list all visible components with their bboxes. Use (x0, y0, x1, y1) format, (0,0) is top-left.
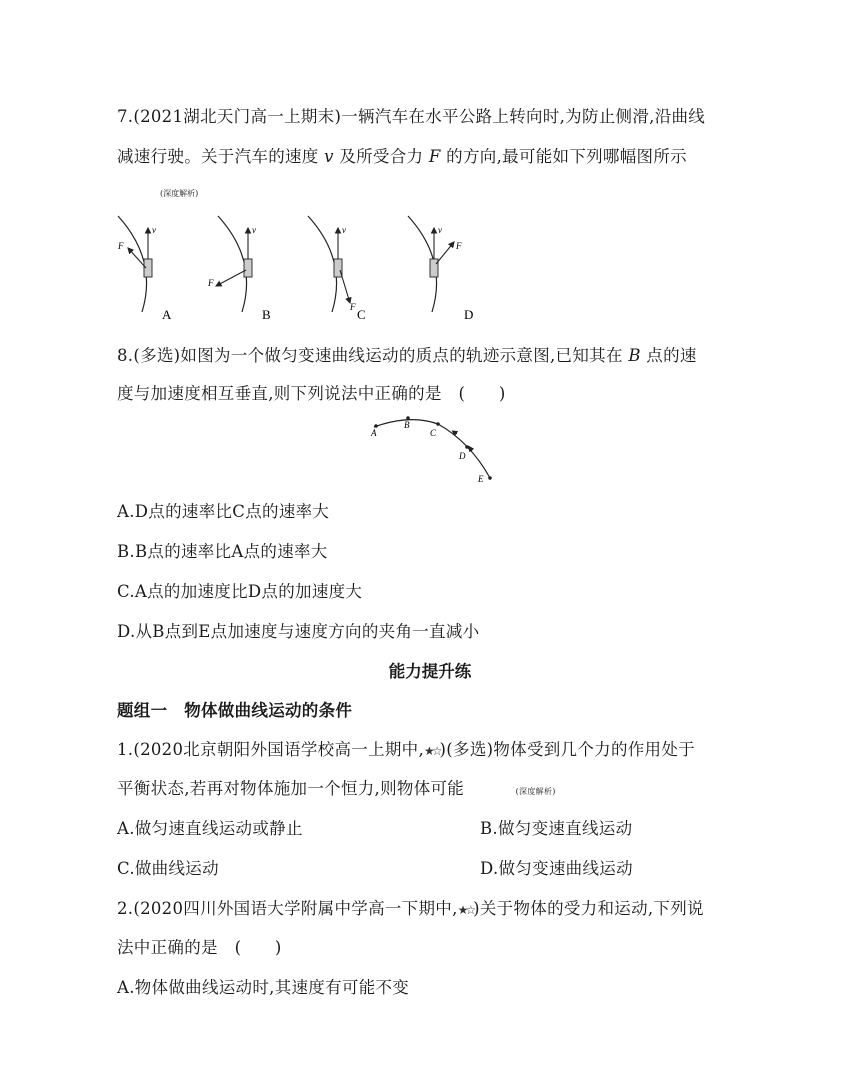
svg-text:v: v (252, 225, 256, 235)
fig-label-b: B (262, 307, 271, 322)
point-b-label: B (404, 420, 410, 430)
point-e-label: E (478, 474, 484, 484)
q2-option-a[interactable]: A.物体做曲线运动时,其速度有可能不变 (117, 978, 410, 997)
q1-option-c[interactable]: C.做曲线运动 (117, 859, 219, 878)
fig-label-d: D (464, 307, 474, 322)
point-d-label: D (459, 451, 466, 461)
figure-option-b (207, 216, 271, 322)
q1-option-b[interactable]: B.做匀变速直线运动 (480, 819, 633, 838)
q2-line-1b: )关于物体的受力和运动,下列说 (473, 899, 704, 918)
point-c-label: C (430, 428, 437, 438)
q1-line-2 (117, 775, 556, 799)
q8-line-1a: 8.(多选)如图为一个做匀变速曲线运动的质点的轨迹示意图,已知其在 (117, 346, 623, 365)
figure-option-d (408, 216, 473, 322)
point-a-label: A (371, 428, 377, 438)
fig-label-a: A (162, 307, 172, 322)
q8-line-2: 度与加速度相互垂直,则下列说法中正确的是 ( ) (117, 384, 506, 403)
q8-trajectory-figure (360, 410, 500, 488)
q8-option-b[interactable]: B.B点的速率比A点的速率大 (117, 542, 328, 561)
figure-option-c (308, 216, 366, 322)
svg-text:F: F (350, 302, 356, 312)
q8-option-c[interactable]: C.A点的加速度比D点的加速度大 (117, 582, 363, 601)
q2-line-2: 法中正确的是 ( ) (117, 938, 282, 957)
q7-line-1: 7.(2021湖北天门高一上期末)一辆汽车在水平公路上转向时,为防止侧滑,沿曲线 (117, 107, 706, 126)
q1-option-d[interactable]: D.做匀变速曲线运动 (480, 859, 633, 878)
q1-line-1b: )(多选)物体受到几个力的作用处于 (439, 740, 695, 759)
q7-line-2b: 及所受合力 (339, 147, 424, 166)
q1-line-1a: 1.(2020北京朝阳外国语学校高一上期中, (117, 740, 425, 759)
q7-line-2c: 的方向,最可能如下列哪幅图所示 (446, 147, 687, 166)
q1-line-2-text: 平衡状态,若再对物体施加一个恒力,则物体可能 (117, 779, 465, 798)
difficulty-star-icon: ★☆ (424, 744, 440, 758)
difficulty-star-icon-2: ★☆ (457, 903, 474, 917)
svg-text:v: v (342, 225, 346, 235)
q8-option-d[interactable]: D.从B点到E点加速度与速度方向的夹角一直减小 (117, 622, 480, 641)
q2-line-1 (117, 895, 704, 919)
q7-analysis-tag[interactable]: (深度解析) (160, 189, 199, 198)
q1-line-1 (117, 736, 695, 760)
figure-option-a (117, 216, 172, 322)
q7-line-2a: 减速行驶。关于汽车的速度 (117, 147, 319, 166)
q7-figure (100, 200, 500, 328)
q8-option-a[interactable]: A.D点的速率比C点的速率大 (117, 502, 330, 521)
var-v: v (324, 147, 334, 166)
section-title: 能力提升练 (388, 662, 472, 681)
var-F: F (428, 147, 441, 166)
svg-text:v: v (152, 225, 156, 235)
svg-text:F: F (456, 241, 462, 251)
q7-line-2 (117, 143, 687, 167)
group-title: 题组一 物体做曲线运动的条件 (117, 701, 353, 720)
svg-text:F: F (118, 241, 124, 251)
var-B: B (628, 346, 641, 365)
svg-text:F: F (208, 278, 214, 288)
q8-line-1b: 点的速 (646, 346, 697, 365)
svg-text:v: v (438, 225, 442, 235)
q8-line-1 (117, 342, 697, 366)
q1-analysis-tag[interactable]: (深度解析) (515, 787, 556, 796)
q2-line-1a: 2.(2020四川外国语大学附属中学高一下期中, (117, 899, 458, 918)
fig-label-c: C (357, 307, 366, 322)
q1-option-a[interactable]: A.做匀速直线运动或静止 (117, 819, 303, 838)
